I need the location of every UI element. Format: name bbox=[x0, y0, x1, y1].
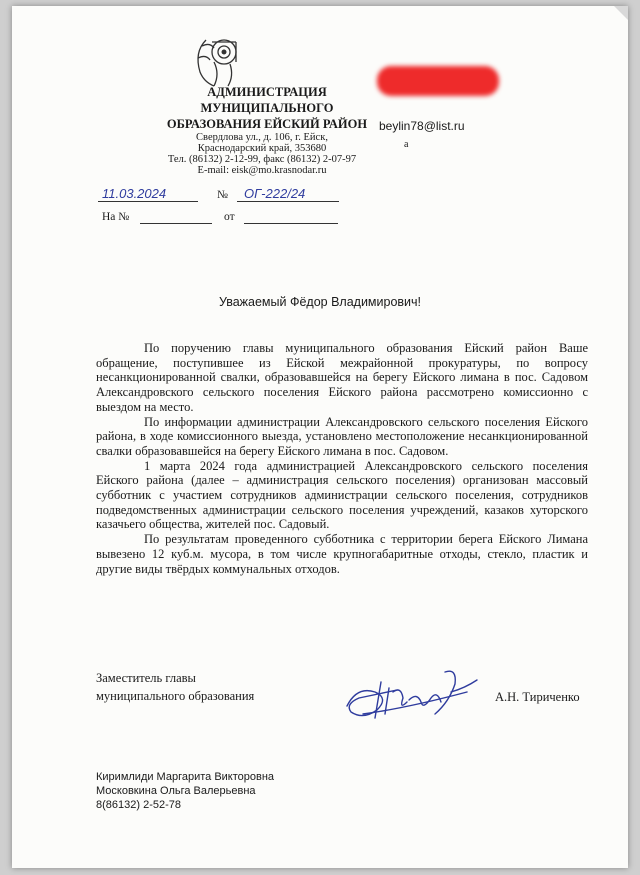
body-paragraph: По информации администрации Александровского сельского поселения Ейского района, в ходе комиссионного выезда, установлено местоположение несанкционированной свалки образовавшейся на берегу Ейского лимана в пос. Садовом. bbox=[96, 414, 588, 458]
signer-name: А.Н. Тириченко bbox=[495, 690, 580, 704]
executor-contacts bbox=[96, 770, 274, 812]
number-underline bbox=[237, 201, 339, 202]
signer-position bbox=[96, 669, 254, 705]
org-name-line: ОБРАЗОВАНИЯ ЕЙСКИЙ РАЙОН bbox=[166, 117, 368, 131]
letter-body bbox=[96, 341, 588, 576]
registration-date: 11.03.2024 bbox=[102, 186, 167, 201]
org-name-line: АДМИНИСТРАЦИЯ bbox=[207, 85, 327, 99]
body-paragraph: По результатам проведенного субботника с территории берега Ейского Лимана вывезено 12 куб.м. мусора, в том числе крупногабаритные отходы, стекло, пластик и другие виды твёрдых коммунальных отходов. bbox=[96, 532, 588, 576]
address-line: Свердлова ул., д. 106, г. Ейск, bbox=[196, 132, 328, 143]
recipient-mark: а bbox=[404, 139, 409, 150]
contact-line: Московкина Ольга Валерьевна bbox=[96, 785, 256, 797]
greeting: Уважаемый Фёдор Владимирович! bbox=[218, 295, 422, 309]
redaction-mark bbox=[377, 66, 499, 96]
coat-of-arms-icon bbox=[184, 32, 246, 88]
address-line: Тел. (86132) 2-12-99, факс (86132) 2-07-97 bbox=[167, 154, 357, 165]
registration-number: ОГ-222/24 bbox=[244, 186, 306, 201]
body-paragraph: 1 марта 2024 года администрацией Александровского сельского поселения Ейского района (далее – администрация сельского поселения) организован массовый субботник с участием сотрудников администрации сельского поселения, сотрудников подведомственных администрации сельского поселения учреждений, казаков хуторского казачьего общества, жителей пос. Садовый. bbox=[96, 458, 588, 532]
letter-page bbox=[12, 6, 628, 868]
email-line: E-mail: eisk@mo.krasnodar.ru bbox=[197, 165, 327, 176]
ref-number-line bbox=[140, 223, 212, 224]
signer-position-line: муниципального образования bbox=[96, 689, 255, 703]
ref-date-label: от bbox=[224, 211, 235, 223]
handwritten-signature bbox=[337, 662, 487, 732]
body-paragraph: По поручению главы муниципального образования Ейский район Ваше обращение, поступившее из Ейской межрайонной прокуратуры, по вопросу несанкционированной свалки, образовавшейся на берегу Ейского лимана в пос. Садовом Александровского сельского поселения Ейского района рассмотрено комиссионно с выездом на место. bbox=[96, 341, 588, 414]
contact-phone: 8(86132) 2-52-78 bbox=[96, 799, 182, 811]
page-fold-icon bbox=[614, 6, 628, 20]
recipient-email: beylin78@list.ru bbox=[379, 119, 465, 133]
date-underline bbox=[98, 201, 198, 202]
ref-date-line bbox=[244, 223, 338, 224]
address-line: Краснодарский край, 353680 bbox=[197, 143, 327, 154]
org-name-line: МУНИЦИПАЛЬНОГО bbox=[200, 101, 334, 115]
signer-position-line: Заместитель главы bbox=[96, 671, 196, 685]
ref-number-label: На № bbox=[102, 211, 130, 223]
number-label: № bbox=[217, 189, 228, 201]
contact-line: Киримлиди Маргарита Викторовна bbox=[96, 771, 275, 783]
